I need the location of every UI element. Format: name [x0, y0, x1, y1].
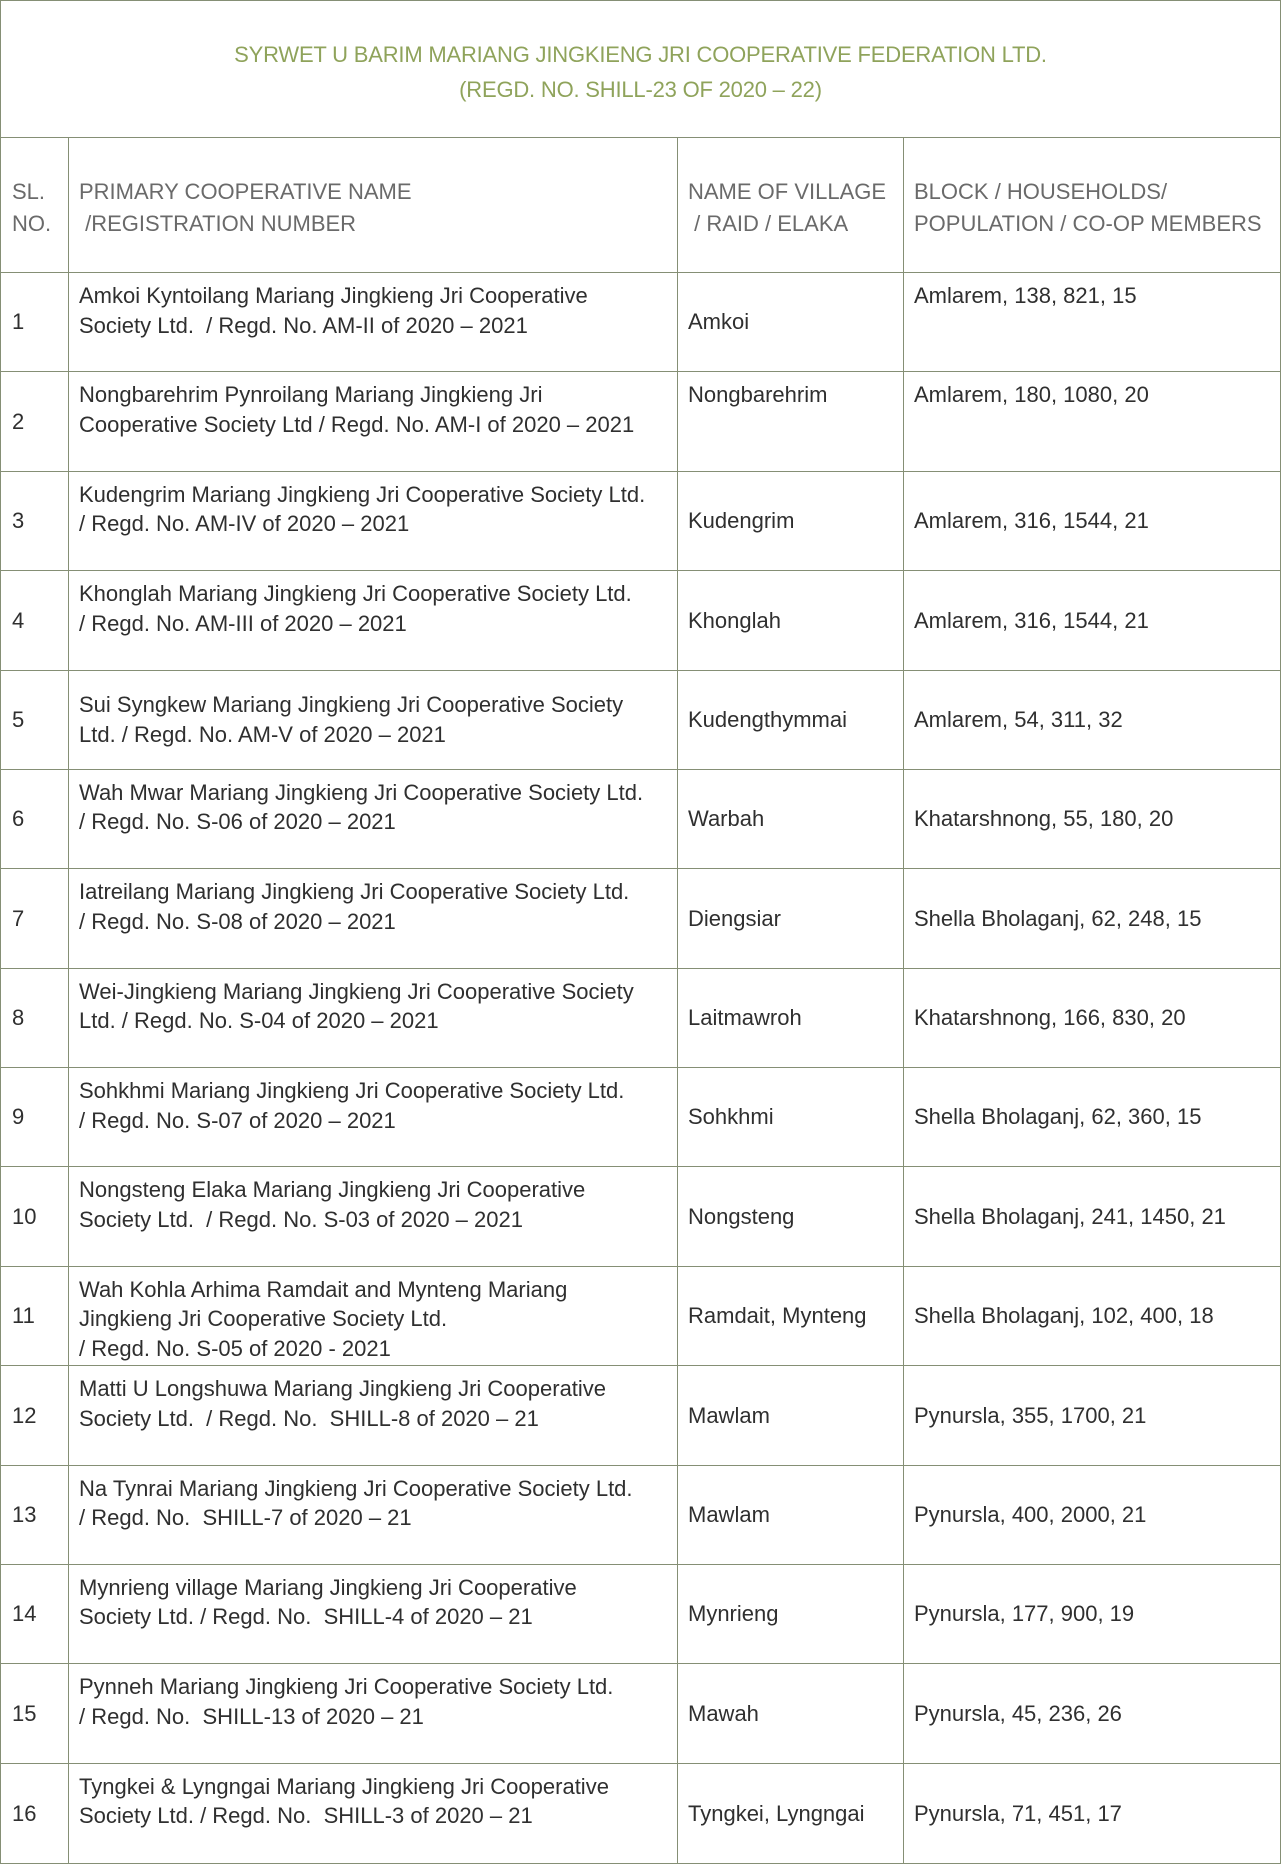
cell-block-stats: Shella Bholaganj, 62, 248, 15 [904, 869, 1280, 968]
cell-sl-no: 5 [1, 671, 69, 770]
cell-village: Ramdait, Mynteng [678, 1267, 904, 1366]
table-row [1, 1764, 1280, 1863]
cell-cooperative-name: Iatreilang Mariang Jingkieng Jri Cooperative Society Ltd. / Regd. No. S-08 of 2020 – 2021 [69, 869, 678, 968]
table-row [1, 969, 1280, 1068]
cell-sl-no: 2 [1, 372, 69, 471]
cell-cooperative-name: Wah Mwar Mariang Jingkieng Jri Cooperative Society Ltd. / Regd. No. S-06 of 2020 – 2021 [69, 770, 678, 869]
cell-block-stats: Amlarem, 138, 821, 15 [904, 273, 1280, 372]
cell-cooperative-name: Matti U Longshuwa Mariang Jingkieng Jri Cooperative Society Ltd. / Regd. No. SHILL-8 of 2020 – 21 [69, 1366, 678, 1465]
cell-block-stats: Amlarem, 180, 1080, 20 [904, 372, 1280, 471]
cell-cooperative-name: Kudengrim Mariang Jingkieng Jri Cooperative Society Ltd. / Regd. No. AM-IV of 2020 – 2021 [69, 472, 678, 571]
cell-village: Kudengrim [678, 472, 904, 571]
cell-cooperative-name: Mynrieng village Mariang Jingkieng Jri Cooperative Society Ltd. / Regd. No. SHILL-4 of 2020 – 21 [69, 1565, 678, 1664]
cell-village: Mawlam [678, 1466, 904, 1565]
cell-block-stats: Shella Bholaganj, 62, 360, 15 [904, 1068, 1280, 1167]
cell-block-stats: Pynursla, 71, 451, 17 [914, 1800, 1122, 1826]
column-header-cooperative-name: PRIMARY COOPERATIVE NAME /REGISTRATION NUMBER [69, 138, 678, 273]
cell-sl-no: 15 [1, 1664, 69, 1763]
cell-block-stats: Pynursla, 400, 2000, 21 [904, 1466, 1280, 1565]
header-row [1, 138, 1280, 273]
cell-block-stats: Amlarem, 316, 1544, 21 [904, 472, 1280, 571]
table-row [1, 1366, 1280, 1465]
cell-block-stats: Khatarshnong, 166, 830, 20 [904, 969, 1280, 1068]
table-row [1, 1466, 1280, 1565]
cell-block-stats: Shella Bholaganj, 102, 400, 18 [904, 1267, 1280, 1366]
cell-sl-no: 1 [1, 273, 69, 372]
cell-sl-no: 16 [1, 1764, 69, 1863]
page-subtitle: (REGD. NO. SHILL-23 OF 2020 – 22) [459, 77, 822, 102]
table-body [1, 273, 1280, 1863]
cell-village: Amkoi [678, 273, 904, 372]
cell-cooperative-name: Wei-Jingkieng Mariang Jingkieng Jri Cooperative Society Ltd. / Regd. No. S-04 of 2020 – 2021 [69, 969, 678, 1068]
cell-sl-no: 3 [1, 472, 69, 571]
cell-cooperative-name: Amkoi Kyntoilang Mariang Jingkieng Jri Cooperative Society Ltd. / Regd. No. AM-II of 2020 – 2021 [69, 273, 678, 372]
cooperatives-table [1, 138, 1280, 1863]
cell-sl-no: 9 [1, 1068, 69, 1167]
cell-block-stats: Khatarshnong, 55, 180, 20 [904, 770, 1280, 869]
table-row [1, 1664, 1280, 1763]
cell-sl-no: 11 [1, 1267, 69, 1366]
cell-village: Nongsteng [678, 1167, 904, 1266]
column-header-block-stats: BLOCK / HOUSEHOLDS/ POPULATION / CO-OP MEMBERS [904, 138, 1280, 273]
cell-village: Warbah [678, 770, 904, 869]
table-row [1, 571, 1280, 670]
cell-sl-no: 14 [1, 1565, 69, 1664]
table-header [1, 138, 1280, 273]
page-title: SYRWET U BARIM MARIANG JINGKIENG JRI COOPERATIVE FEDERATION LTD. [234, 42, 1047, 67]
table-row [1, 671, 1280, 770]
table-row [1, 1068, 1280, 1167]
column-header-sl-no: SL. NO. [1, 138, 69, 273]
table-row [1, 1267, 1280, 1366]
title-box [1, 1, 1280, 138]
cell-cooperative-name: Tyngkei & Lyngngai Mariang Jingkieng Jri Cooperative Society Ltd. / Regd. No. SHILL-3 of 2020 – 21 [69, 1764, 678, 1863]
table-row [1, 1565, 1280, 1664]
cell-village: Kudengthymmai [678, 671, 904, 770]
cell-block-stats: Pynursla, 45, 236, 26 [904, 1664, 1280, 1763]
cell-village: Mynrieng [678, 1565, 904, 1664]
cell-block-stats: Pynursla, 177, 900, 19 [904, 1565, 1280, 1664]
cell-sl-no: 12 [1, 1366, 69, 1465]
cell-sl-no: 10 [1, 1167, 69, 1266]
table-row [1, 472, 1280, 571]
table-row [1, 1167, 1280, 1266]
cell-sl-no: 13 [1, 1466, 69, 1565]
cell-block-stats: Amlarem, 316, 1544, 21 [904, 571, 1280, 670]
cell-village: Sohkhmi [678, 1068, 904, 1167]
cell-village: Khonglah [678, 571, 904, 670]
column-header-village: NAME OF VILLAGE / RAID / ELAKA [678, 138, 904, 273]
cell-sl-no: 8 [1, 969, 69, 1068]
table-row [1, 372, 1280, 471]
table-row [1, 273, 1280, 372]
cell-block-stats: Shella Bholaganj, 241, 1450, 21 [904, 1167, 1280, 1266]
cell-block-stats: Pynursla, 355, 1700, 21 [904, 1366, 1280, 1465]
cell-village: Tyngkei, Lyngngai [678, 1764, 904, 1863]
cell-village: Mawah [678, 1664, 904, 1763]
cell-cooperative-name: Khonglah Mariang Jingkieng Jri Cooperative Society Ltd. / Regd. No. AM-III of 2020 – 2021 [69, 571, 678, 670]
cell-block-stats: Amlarem, 54, 311, 32 [904, 671, 1280, 770]
cell-sl-no: 4 [1, 571, 69, 670]
cell-cooperative-name: Sui Syngkew Mariang Jingkieng Jri Cooperative Society Ltd. / Regd. No. AM-V of 2020 – 2021 [69, 671, 678, 770]
cell-sl-no: 7 [1, 869, 69, 968]
cell-village: Diengsiar [678, 869, 904, 968]
cell-cooperative-name: Pynneh Mariang Jingkieng Jri Cooperative Society Ltd. / Regd. No. SHILL-13 of 2020 – 21 [69, 1664, 678, 1763]
cell-cooperative-name: Wah Kohla Arhima Ramdait and Mynteng Mariang Jingkieng Jri Cooperative Society Ltd. / Regd. No. S-05 of 2020 - 2021 [69, 1267, 678, 1366]
cell-sl-no: 6 [1, 770, 69, 869]
cell-cooperative-name: Sohkhmi Mariang Jingkieng Jri Cooperative Society Ltd. / Regd. No. S-07 of 2020 – 2021 [69, 1068, 678, 1167]
cell-village: Nongbarehrim [678, 372, 904, 471]
cell-cooperative-name: Na Tynrai Mariang Jingkieng Jri Cooperative Society Ltd. / Regd. No. SHILL-7 of 2020 – 21 [69, 1466, 678, 1565]
table-row [1, 770, 1280, 869]
cell-cooperative-name: Nongbarehrim Pynroilang Mariang Jingkieng Jri Cooperative Society Ltd / Regd. No. AM-I of 2020 – 2021 [69, 372, 678, 471]
table-row [1, 869, 1280, 968]
cell-cooperative-name: Nongsteng Elaka Mariang Jingkieng Jri Cooperative Society Ltd. / Regd. No. S-03 of 2020 – 2021 [69, 1167, 678, 1266]
cell-village: Laitmawroh [678, 969, 904, 1068]
cell-village: Mawlam [678, 1366, 904, 1465]
